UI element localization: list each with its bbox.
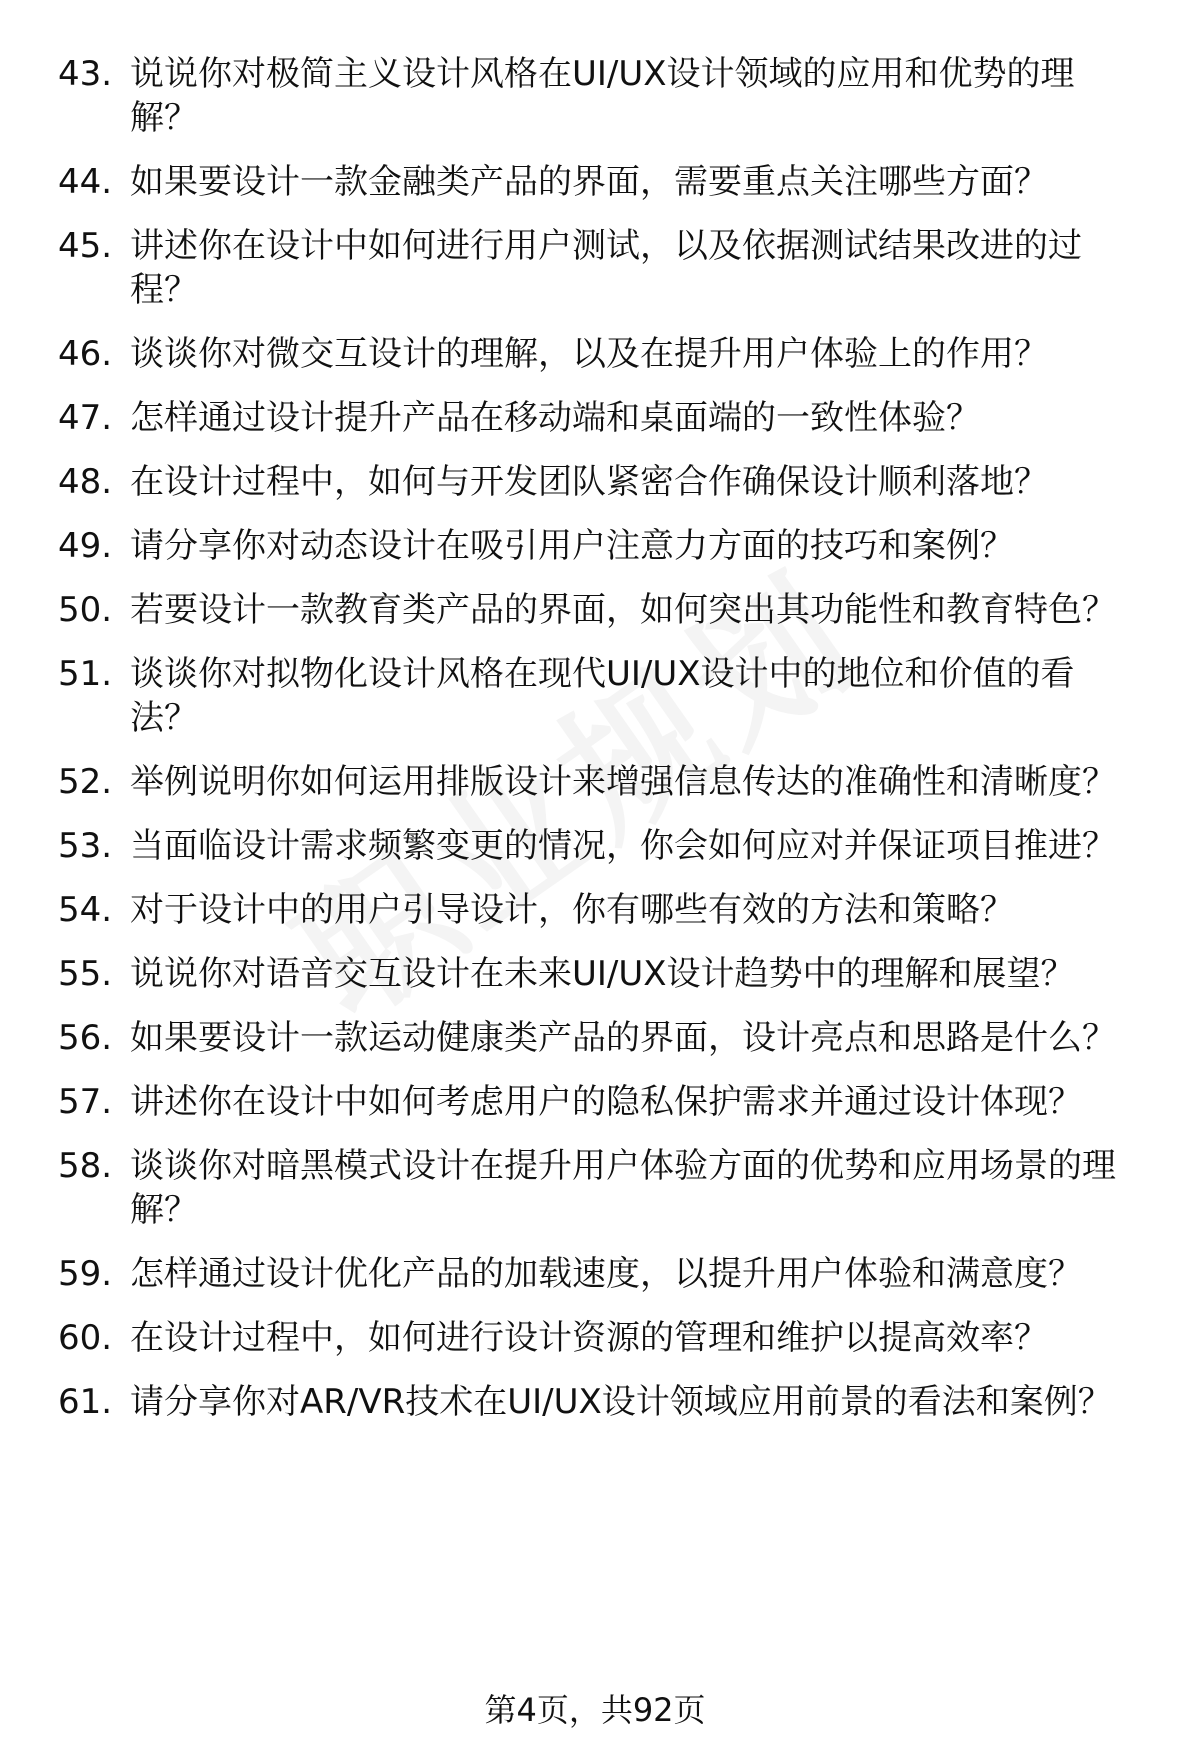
question-item (58, 888, 1138, 932)
question-number: 44. (58, 162, 113, 202)
question-number: 60. (58, 1318, 113, 1358)
question-text: 在设计过程中，如何进行设计资源的管理和维护以提高效率？ (130, 1318, 1048, 1358)
question-item (58, 332, 1138, 376)
question-number: 53. (58, 826, 113, 866)
question-item (58, 952, 1138, 996)
question-item (58, 1080, 1138, 1124)
question-text: 对于设计中的用户引导设计，你有哪些有效的方法和策略？ (130, 890, 1014, 930)
question-item (58, 160, 1138, 204)
question-number: 54. (58, 890, 113, 930)
page-footer (0, 1690, 1190, 1730)
page-number-label: 第4页，共92页 (484, 1691, 706, 1729)
question-text: 讲述你在设计中如何进行用户测试，以及依据测试结果改进的过程？ (130, 226, 1082, 310)
question-item (58, 652, 1138, 740)
question-text: 如果要设计一款运动健康类产品的界面，设计亮点和思路是什么？ (130, 1018, 1116, 1058)
question-item (58, 52, 1138, 140)
question-text: 请分享你对AR/VR技术在UI/UX设计领域应用前景的看法和案例？ (130, 1382, 1112, 1422)
question-number: 48. (58, 462, 113, 502)
question-text: 谈谈你对微交互设计的理解，以及在提升用户体验上的作用？ (130, 334, 1048, 374)
question-number: 51. (58, 654, 113, 694)
question-text: 怎样通过设计优化产品的加载速度，以提升用户体验和满意度？ (130, 1254, 1082, 1294)
question-number: 57. (58, 1082, 113, 1122)
question-number: 58. (58, 1146, 113, 1186)
question-item (58, 524, 1138, 568)
question-item (58, 1016, 1138, 1060)
question-number: 47. (58, 398, 113, 438)
question-number: 49. (58, 526, 113, 566)
question-number: 59. (58, 1254, 113, 1294)
question-text: 说说你对语音交互设计在未来UI/UX设计趋势中的理解和展望？ (130, 954, 1075, 994)
question-item (58, 1316, 1138, 1360)
question-list (58, 52, 1138, 1444)
question-item (58, 1252, 1138, 1296)
question-text: 举例说明你如何运用排版设计来增强信息传达的准确性和清晰度？ (130, 762, 1116, 802)
question-item (58, 1144, 1138, 1232)
question-text: 谈谈你对拟物化设计风格在现代UI/UX设计中的地位和价值的看法？ (130, 654, 1075, 738)
question-text: 在设计过程中，如何与开发团队紧密合作确保设计顺利落地？ (130, 462, 1048, 502)
question-number: 46. (58, 334, 113, 374)
question-item (58, 1380, 1138, 1424)
question-text: 若要设计一款教育类产品的界面，如何突出其功能性和教育特色？ (130, 590, 1116, 630)
question-item (58, 460, 1138, 504)
question-text: 当面临设计需求频繁变更的情况，你会如何应对并保证项目推进？ (130, 826, 1116, 866)
question-item (58, 824, 1138, 868)
question-text: 讲述你在设计中如何考虑用户的隐私保护需求并通过设计体现？ (130, 1082, 1082, 1122)
question-number: 52. (58, 762, 113, 802)
question-text: 说说你对极简主义设计风格在UI/UX设计领域的应用和优势的理解？ (130, 54, 1075, 138)
question-item (58, 224, 1138, 312)
question-item (58, 588, 1138, 632)
question-number: 55. (58, 954, 113, 994)
question-text: 如果要设计一款金融类产品的界面，需要重点关注哪些方面？ (130, 162, 1048, 202)
question-item (58, 396, 1138, 440)
question-number: 45. (58, 226, 113, 266)
question-text: 请分享你对动态设计在吸引用户注意力方面的技巧和案例？ (130, 526, 1014, 566)
question-text: 谈谈你对暗黑模式设计在提升用户体验方面的优势和应用场景的理解？ (130, 1146, 1116, 1230)
question-number: 43. (58, 54, 113, 94)
question-number: 61. (58, 1382, 113, 1422)
question-item (58, 760, 1138, 804)
question-text: 怎样通过设计提升产品在移动端和桌面端的一致性体验？ (130, 398, 980, 438)
question-number: 50. (58, 590, 113, 630)
question-number: 56. (58, 1018, 113, 1058)
